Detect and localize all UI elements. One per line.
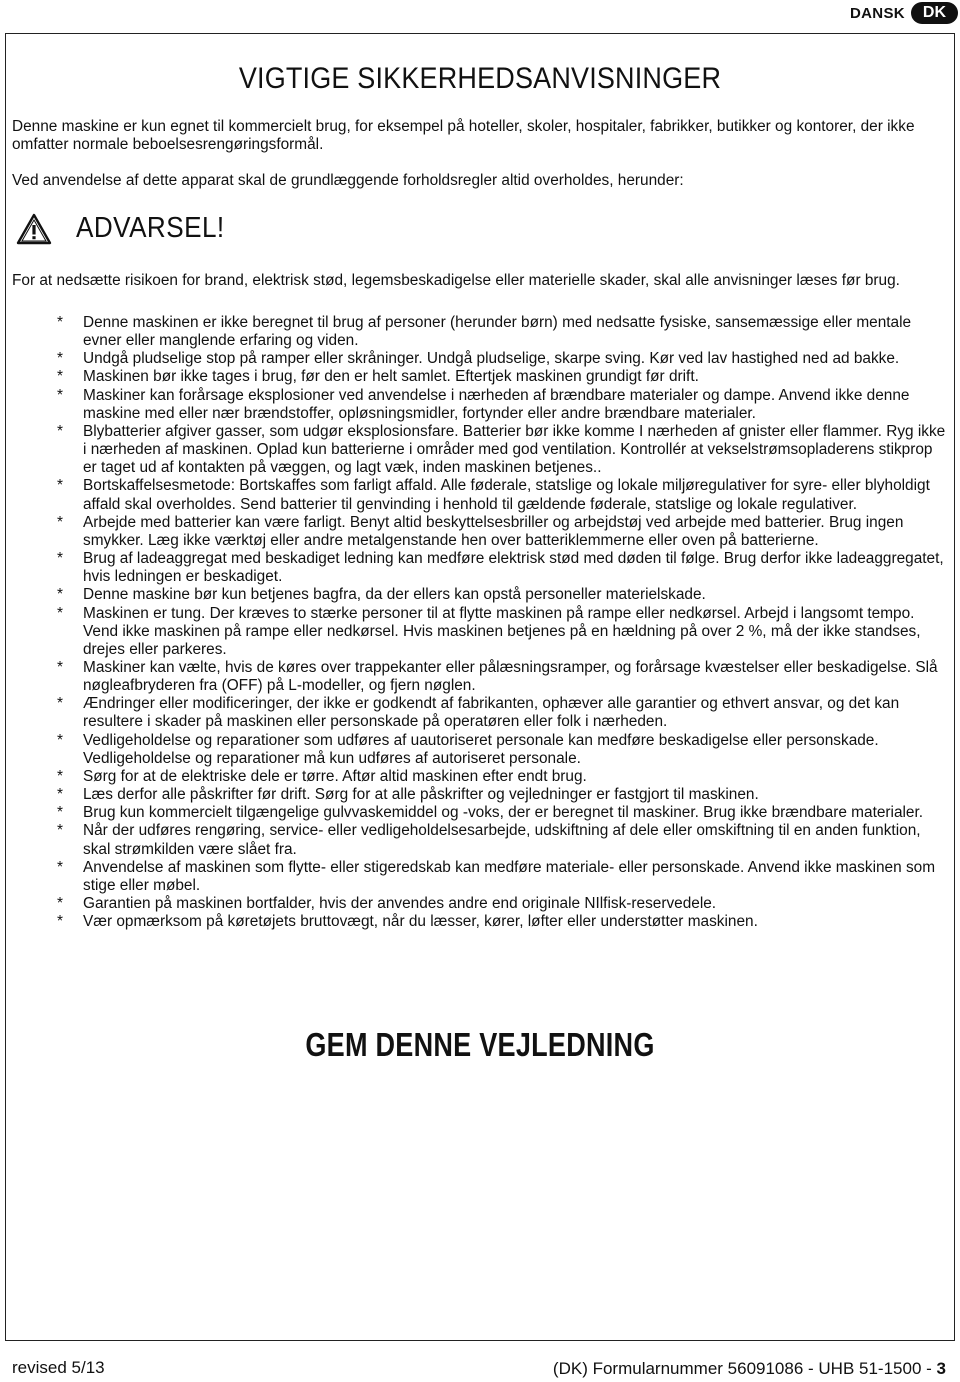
bullet-marker: * xyxy=(57,314,63,331)
language-code-badge: DK xyxy=(911,2,958,24)
list-item-text: Vedligeholdelse og reparationer som udføres af uautoriseret personale kan medføre beskadigelse eller personskade. Vedligeholdelse og reparationer må kun udføres af autoriseret personale. xyxy=(83,731,879,767)
list-item xyxy=(57,732,948,768)
bullet-marker: * xyxy=(57,604,63,622)
revision-note: revised 5/13 xyxy=(12,1358,105,1377)
bullet-marker: * xyxy=(57,913,63,931)
list-item xyxy=(57,314,948,350)
list-item xyxy=(57,423,948,477)
list-item xyxy=(57,477,948,513)
bullet-marker: * xyxy=(57,804,63,822)
intro-paragraph: Denne maskine er kun egnet til kommercielt brug, for eksempel på hoteller, skoler, hospitaler, fabrikker, butikker og kontorer, der ikke omfatter normale beboelsesrengøringsformål. xyxy=(12,118,915,153)
list-item xyxy=(57,387,948,423)
list-item-text: Maskiner kan vælte, hvis de køres over trappekanter eller pålæsningsramper, og forårsage kvæstelser eller beskadigelse. Slå nøgleafbryderen fra (OFF) på L-modeller, og fjern nøglen. xyxy=(83,658,938,695)
list-item-text: Brug af ladeaggregat med beskadiget ledning kan medføre elektrisk stød med døden til følge. Brug derfor ikke ladeaggregatet, hvis ledningen er beskadiget. xyxy=(83,550,944,586)
bullet-marker: * xyxy=(57,895,63,912)
list-item xyxy=(57,514,948,550)
bullet-marker: * xyxy=(57,767,63,785)
bullet-marker: * xyxy=(57,550,63,568)
list-item-text: Maskiner kan forårsage eksplosioner ved anvendelse i nærheden af brændbare materialer og dampe. Anvend ikke denne maskine med eller nær brændstoffer, opløsningsmidler, fortynder eller andre brændbare materialer. xyxy=(83,386,910,422)
list-item-text: Brug kun kommercielt tilgængelige gulvvaskemiddel og -voks, der er beregnet til maskiner. Brug ikke brændbare materialer. xyxy=(83,804,924,822)
warning-text: For at nedsætte risikoen for brand, elektrisk stød, legemsbeskadigelse eller materielle skader, skal alle anvisninger læses før brug. xyxy=(12,272,900,289)
list-item-text: Ændringer eller modificeringer, der ikke er godkendt af fabrikanten, ophæver alle garantier og ethvert ansvar, og det kan resultere i skader på maskinen eller personskade på operatøren eller folk i nærheden. xyxy=(83,695,900,731)
preface-paragraph: Ved anvendelse af dette apparat skal de grundlæggende forholdsregler altid overholdes, herunder: xyxy=(12,172,684,189)
safety-list xyxy=(57,314,948,931)
language-label: DANSK xyxy=(850,4,905,22)
list-item xyxy=(57,695,948,731)
bullet-marker: * xyxy=(57,822,63,840)
list-item xyxy=(57,350,948,368)
list-item-text: Denne maskine bør kun betjenes bagfra, da der ellers kan opstå personeller materielskade. xyxy=(83,586,706,604)
list-item-text: Maskinen er tung. Der kræves to stærke personer til at flytte maskinen på rampe eller nedkørsel. Arbejd i langsomt tempo. Vend ikke maskinen på rampe eller nedkørsel. Hvis maskinen betjenes på en hældning på over 2 %, må der ikke standses, drejes eller parkeres. xyxy=(83,604,921,658)
bullet-marker: * xyxy=(57,858,63,876)
bullet-marker: * xyxy=(57,477,63,495)
list-item xyxy=(57,804,948,822)
list-item-text: Når der udføres rengøring, service- eller vedligeholdelsesarbejde, udskiftning af dele eller omskiftning til en anden funktion, skal strømkilden være slået fra. xyxy=(83,822,921,858)
bullet-marker: * xyxy=(57,695,63,713)
closing-heading: GEM DENNE VEJLEDNING xyxy=(305,1026,655,1063)
form-number-footer xyxy=(553,1359,946,1379)
list-item xyxy=(57,913,948,931)
list-item-text: Anvendelse af maskinen som flytte- eller stigeredskab kan medføre materiale- eller personskade. Anvend ikke maskinen som stige eller møbel. xyxy=(83,858,936,894)
warning-triangle-icon xyxy=(16,213,52,245)
list-item xyxy=(57,550,948,586)
warning-header xyxy=(16,212,241,245)
list-item-text: Vær opmærksom på køretøjets bruttovægt, når du læsser, kører, løfter eller understøtter maskinen. xyxy=(83,913,758,931)
bullet-marker: * xyxy=(57,658,63,676)
list-item-text: Bortskaffelsesmetode: Bortskaffes som farligt affald. Alle føderale, statslige og lokale miljøregulativer for syre- eller blyholdigt affald skal overholdes. Send batterier til genvinding i henhold til gældende føderale, statslige og lokale regulativer. xyxy=(83,477,930,513)
bullet-marker: * xyxy=(57,422,63,440)
warning-heading: ADVARSEL! xyxy=(76,212,225,244)
list-item xyxy=(57,605,948,659)
bullet-marker: * xyxy=(57,586,63,604)
list-item xyxy=(57,786,948,804)
list-item-text: Undgå pludselige stop på ramper eller skråninger. Undgå pludselige, skarpe sving. Kør ved lav hastighed ned ad bakke. xyxy=(83,350,900,368)
list-item-text: Læs derfor alle påskrifter før drift. Sørg for at alle påskrifter og vejledninger er fastgjort til maskinen. xyxy=(83,786,759,804)
bullet-marker: * xyxy=(57,350,63,368)
list-item-text: Maskinen bør ikke tages i brug, før den er helt samlet. Eftertjek maskinen grundigt før drift. xyxy=(83,368,699,386)
form-number-text: (DK) Formularnummer 56091086 - UHB 51-1500 - xyxy=(552,1359,932,1378)
page-title: VIGTIGE SIKKERHEDSANVISNINGER xyxy=(238,62,722,95)
list-item xyxy=(57,895,948,913)
bullet-marker: * xyxy=(57,513,63,531)
bullet-marker: * xyxy=(57,731,63,749)
list-item xyxy=(57,659,948,695)
list-item xyxy=(57,368,948,386)
list-item-text: Garantien på maskinen bortfalder, hvis der anvendes andre end originale NIlfisk-reservedele. xyxy=(83,895,717,912)
bullet-marker: * xyxy=(57,786,63,804)
list-item-text: Sørg for at de elektriske dele er tørre. Aftør altid maskinen efter endt brug. xyxy=(83,767,587,785)
bullet-marker: * xyxy=(57,368,63,386)
list-item xyxy=(57,768,948,786)
bullet-marker: * xyxy=(57,386,63,404)
list-item xyxy=(57,822,948,858)
list-item-text: Arbejde med batterier kan være farligt. Benyt altid beskyttelsesbriller og arbejdstøj ved arbejde med batterier. Brug ingen smykker. Læg ikke værktøj eller andre metalgenstande hen over batteriklemmerne eller oven på batterierne. xyxy=(83,513,904,549)
list-item xyxy=(57,586,948,604)
language-tab xyxy=(850,2,958,24)
page-number: 3 xyxy=(936,1359,946,1378)
list-item xyxy=(57,859,948,895)
list-item-text: Denne maskinen er ikke beregnet til brug af personer (herunder børn) med nedsatte fysiske, sansemæssige eller mentale evner eller manglende erfaring og viden. xyxy=(83,314,912,350)
list-item-text: Blybatterier afgiver gasser, som udgør eksplosionsfare. Batterier bør ikke komme I nærheden af gnister eller flammer. Ryg ikke i nærheden af maskinen. Oplad kun batterierne i områder med god ventilation. Kontrollér at vekselstrømsopladerens stikprop er taget ud af kontakten på væggen, og lagt væk, inden maskinen betjenes.. xyxy=(83,422,946,477)
